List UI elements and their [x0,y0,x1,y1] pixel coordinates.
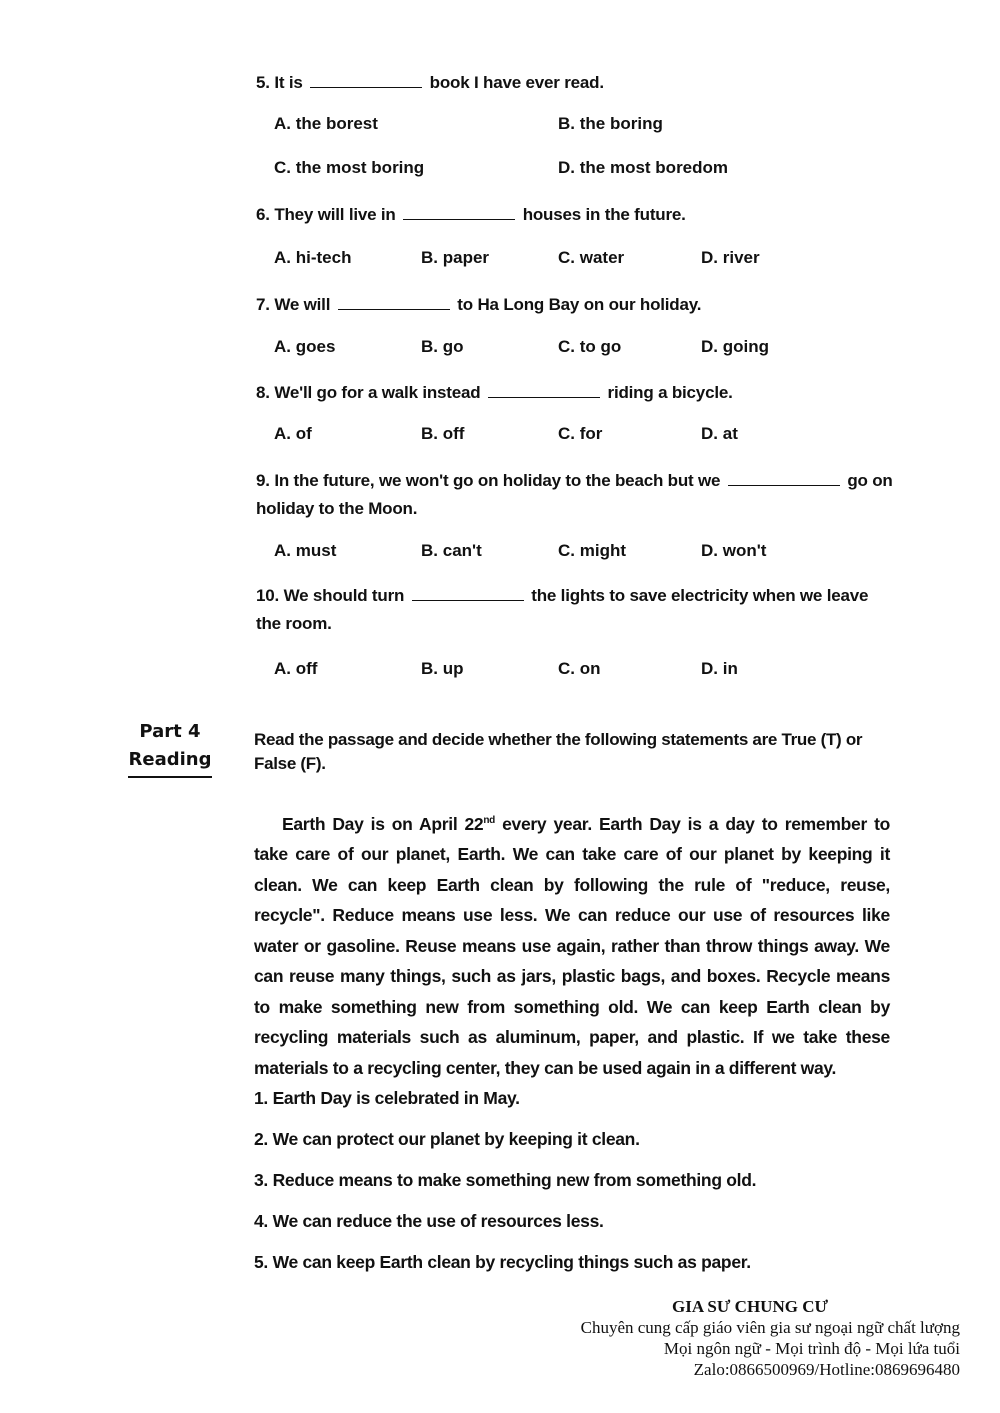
statement-text: We can reduce the use of resources less. [272,1211,604,1231]
option-text: the borest [295,114,378,133]
option-text: hi-tech [295,248,352,267]
option-text: the most boring [295,158,425,177]
question-number: 5. [256,73,270,92]
option-d[interactable] [701,659,738,679]
question-text-before: We'll go for a walk instead [274,383,481,402]
ordinal-suffix: nd [483,815,495,826]
option-c[interactable] [558,424,602,444]
option-letter: B. [421,659,438,678]
option-text: go [442,337,464,356]
statement-3 [254,1170,756,1191]
option-d[interactable] [701,424,738,444]
option-letter: B. [421,541,438,560]
answer-blank[interactable] [338,295,450,310]
option-text: paper [442,248,490,267]
option-text: to go [579,337,622,356]
option-letter: B. [421,248,438,267]
option-text: must [295,541,337,560]
question-10 [256,582,896,638]
answer-blank[interactable] [412,586,524,601]
option-text: in [722,659,738,678]
option-letter: A. [274,337,291,356]
question-text-after: riding a bicycle. [607,383,733,402]
options-q8 [274,424,894,450]
option-c[interactable] [558,337,621,357]
question-text-before: We will [274,295,331,314]
footer-line-2: Mọi ngôn ngữ - Mọi trình độ - Mọi lứa tuổi [663,1339,960,1358]
option-letter: A. [274,114,291,133]
option-a[interactable] [274,114,378,134]
question-text-after: the lights to save electricity when we leave the room. [256,586,869,633]
question-8 [256,380,896,406]
option-letter: A. [274,424,291,443]
statement-number: 3. [254,1170,268,1190]
part-label [128,718,212,778]
option-text: the boring [579,114,663,133]
question-9 [256,467,896,523]
option-letter: C. [558,541,575,560]
passage-rest: every year. Earth Day is a day to remember to take care of our planet, Earth. We can take care of our planet by keeping it clean. We can keep Earth clean by following the rule of "reduce, reuse, recycle". Reduce means use less. We can reduce our use of resources like water or gasoline. Reuse means use again, rather than throw things away. We can reuse many things, such as jars, plastic bags, and boxes. Recycle means to make something new from something old. We can keep Earth clean by recycling materials such as aluminum, paper, and plastic. If we take these materials to a recycling center, they can be used again in a different way. [254,813,890,1078]
option-b[interactable] [421,248,489,268]
question-text-before: We should turn [283,586,405,605]
option-text: off [442,424,465,443]
statement-number: 4. [254,1211,268,1231]
option-c[interactable] [558,248,624,268]
option-letter: D. [701,541,718,560]
answer-blank[interactable] [488,383,600,398]
option-d[interactable] [701,541,766,561]
option-text: water [579,248,625,267]
footer-brand: GIA SƯ CHUNG CƯ [672,1297,828,1316]
statement-text: We can protect our planet by keeping it clean. [272,1129,640,1149]
option-a[interactable] [274,424,312,444]
option-text: going [722,337,769,356]
options-q10 [274,659,894,685]
question-text-before: In the future, we won't go on holiday to the beach but we [274,471,721,490]
option-letter: D. [558,158,575,177]
statement-2 [254,1129,640,1150]
question-5 [256,70,896,96]
option-text: off [295,659,318,678]
answer-blank[interactable] [728,471,840,486]
statement-number: 1. [254,1088,268,1108]
option-d[interactable] [701,337,769,357]
option-c[interactable] [558,659,601,679]
option-letter: D. [701,659,718,678]
footer-line-1: Chuyên cung cấp giáo viên gia sư ngoại ngữ chất lượng [580,1318,960,1337]
option-b[interactable] [421,337,464,357]
option-letter: C. [558,424,575,443]
option-text: at [722,424,738,443]
part-subtitle: Reading [128,746,212,778]
option-text: river [722,248,760,267]
question-number: 6. [256,205,270,224]
option-a[interactable] [274,541,336,561]
option-b[interactable] [421,424,464,444]
option-a[interactable] [274,337,335,357]
option-letter: B. [421,424,438,443]
options-q5-row2 [274,158,894,184]
question-number: 8. [256,383,270,402]
option-text: goes [295,337,336,356]
option-text: on [579,659,601,678]
statement-1 [254,1088,520,1109]
options-q5-row1 [274,114,894,140]
option-letter: C. [558,248,575,267]
option-b[interactable] [558,114,663,134]
statement-number: 2. [254,1129,268,1149]
footer-line-3: Zalo:0866500969/Hotline:0869696480 [693,1360,960,1379]
part-number: Part 4 [139,721,201,742]
question-6 [256,202,896,228]
option-letter: D. [701,248,718,267]
option-letter: C. [274,158,291,177]
reading-instruction: Read the passage and decide whether the following statements are True (T) or False (F). [254,730,863,773]
options-q7 [274,337,894,363]
option-a[interactable] [274,248,351,268]
question-number: 7. [256,295,270,314]
option-a[interactable] [274,659,317,679]
option-letter: C. [558,337,575,356]
statement-text: Earth Day is celebrated in May. [272,1088,520,1108]
question-7 [256,292,896,318]
option-b[interactable] [421,659,464,679]
option-letter: C. [558,659,575,678]
reading-passage [254,806,890,1083]
statement-text: Reduce means to make something new from something old. [272,1170,757,1190]
statement-number: 5. [254,1252,268,1272]
option-d[interactable] [701,248,760,268]
option-d[interactable] [558,158,728,178]
passage-start: Earth Day is on April 22 [282,813,484,834]
option-text: the most boredom [579,158,729,177]
option-text: of [295,424,312,443]
statement-5 [254,1252,751,1273]
option-letter: B. [421,337,438,356]
options-q9 [274,541,894,567]
option-c[interactable] [558,541,626,561]
question-text-after: to Ha Long Bay on our holiday. [457,295,702,314]
question-number: 9. [256,471,270,490]
option-c[interactable] [274,158,424,178]
answer-blank[interactable] [310,73,422,88]
question-text-after: book I have ever read. [429,73,604,92]
question-text-before: It is [274,73,303,92]
question-text-before: They will live in [274,205,396,224]
option-letter: A. [274,541,291,560]
footer-advertisement [500,1296,960,1380]
option-letter: D. [701,424,718,443]
option-letter: A. [274,659,291,678]
option-text: might [579,541,627,560]
option-text: for [579,424,603,443]
statement-text: We can keep Earth clean by recycling things such as paper. [272,1252,751,1272]
statement-4 [254,1211,604,1232]
option-letter: A. [274,248,291,267]
option-text: can't [442,541,482,560]
option-b[interactable] [421,541,482,561]
option-letter: B. [558,114,575,133]
question-text-after: go on holiday to the Moon. [256,471,893,518]
answer-blank[interactable] [403,205,515,220]
question-text-after: houses in the future. [522,205,686,224]
option-text: up [442,659,464,678]
option-letter: D. [701,337,718,356]
option-text: won't [722,541,767,560]
options-q6 [274,248,894,274]
question-number: 10. [256,586,280,605]
